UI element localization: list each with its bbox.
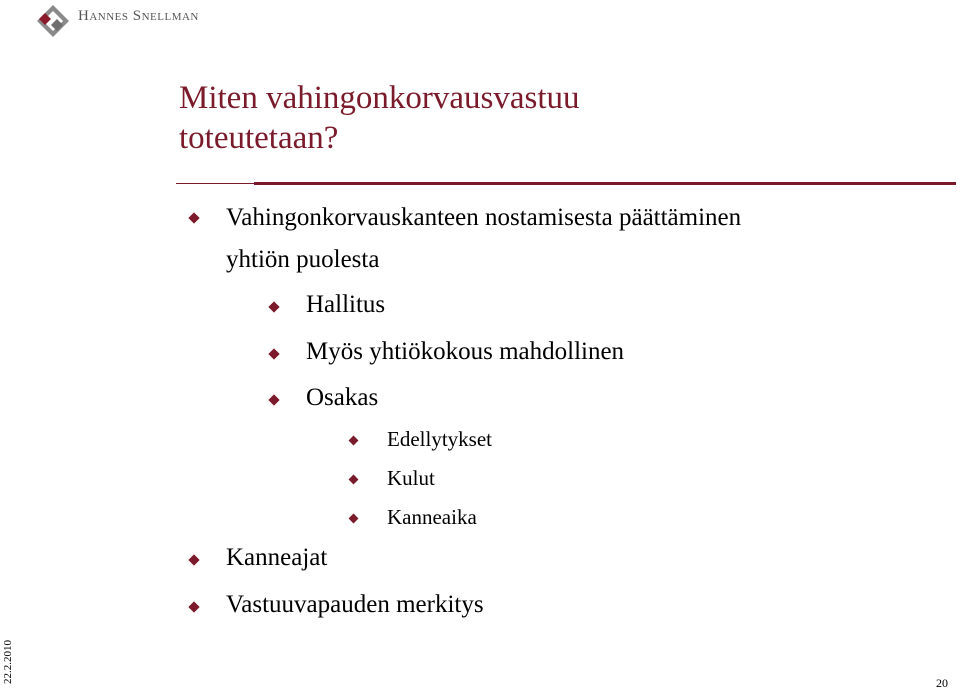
bullet-diamond-icon — [268, 348, 279, 359]
logo-wordmark: Hannes Snellman — [78, 8, 199, 24]
slide-title — [179, 78, 879, 158]
bullet-diamond-icon — [188, 212, 199, 223]
bullet-diamond-icon — [188, 554, 199, 565]
bullet-diamond-icon — [268, 301, 279, 312]
bullet-diamond-icon — [268, 394, 279, 405]
bullet-item: Vastuuvapauden merkitys — [226, 591, 484, 618]
bullet-item — [226, 203, 741, 275]
bullet-diamond-icon — [349, 514, 359, 524]
page-number: 20 — [936, 676, 948, 690]
bullet-item: Kanneaika — [387, 505, 477, 529]
title-divider-thick — [254, 182, 956, 185]
title-line-2: toteutetaan? — [179, 120, 339, 156]
bullet-item: Osakas — [306, 384, 379, 411]
bullet-diamond-icon — [188, 601, 199, 612]
bullet-item-line-2: yhtiön puolesta — [226, 246, 380, 273]
bullet-item: Hallitus — [306, 291, 386, 318]
bullet-item-line-1: Vahingonkorvauskanteen nostamisesta päättäminen — [226, 204, 742, 231]
bullet-item: Kulut — [387, 466, 435, 490]
bullet-diamond-icon — [349, 475, 359, 485]
bullet-item: Kanneajat — [226, 544, 328, 571]
bullet-item: Edellytykset — [387, 427, 492, 451]
slide-date: 22.2.2010 — [2, 640, 14, 684]
logo-mark-icon — [33, 3, 73, 39]
bullet-item: Myös yhtiökokous mahdollinen — [306, 338, 625, 365]
title-divider-thin — [176, 183, 254, 184]
bullet-diamond-icon — [349, 436, 359, 446]
title-line-1: Miten vahingonkorvausvastuu — [179, 80, 580, 116]
